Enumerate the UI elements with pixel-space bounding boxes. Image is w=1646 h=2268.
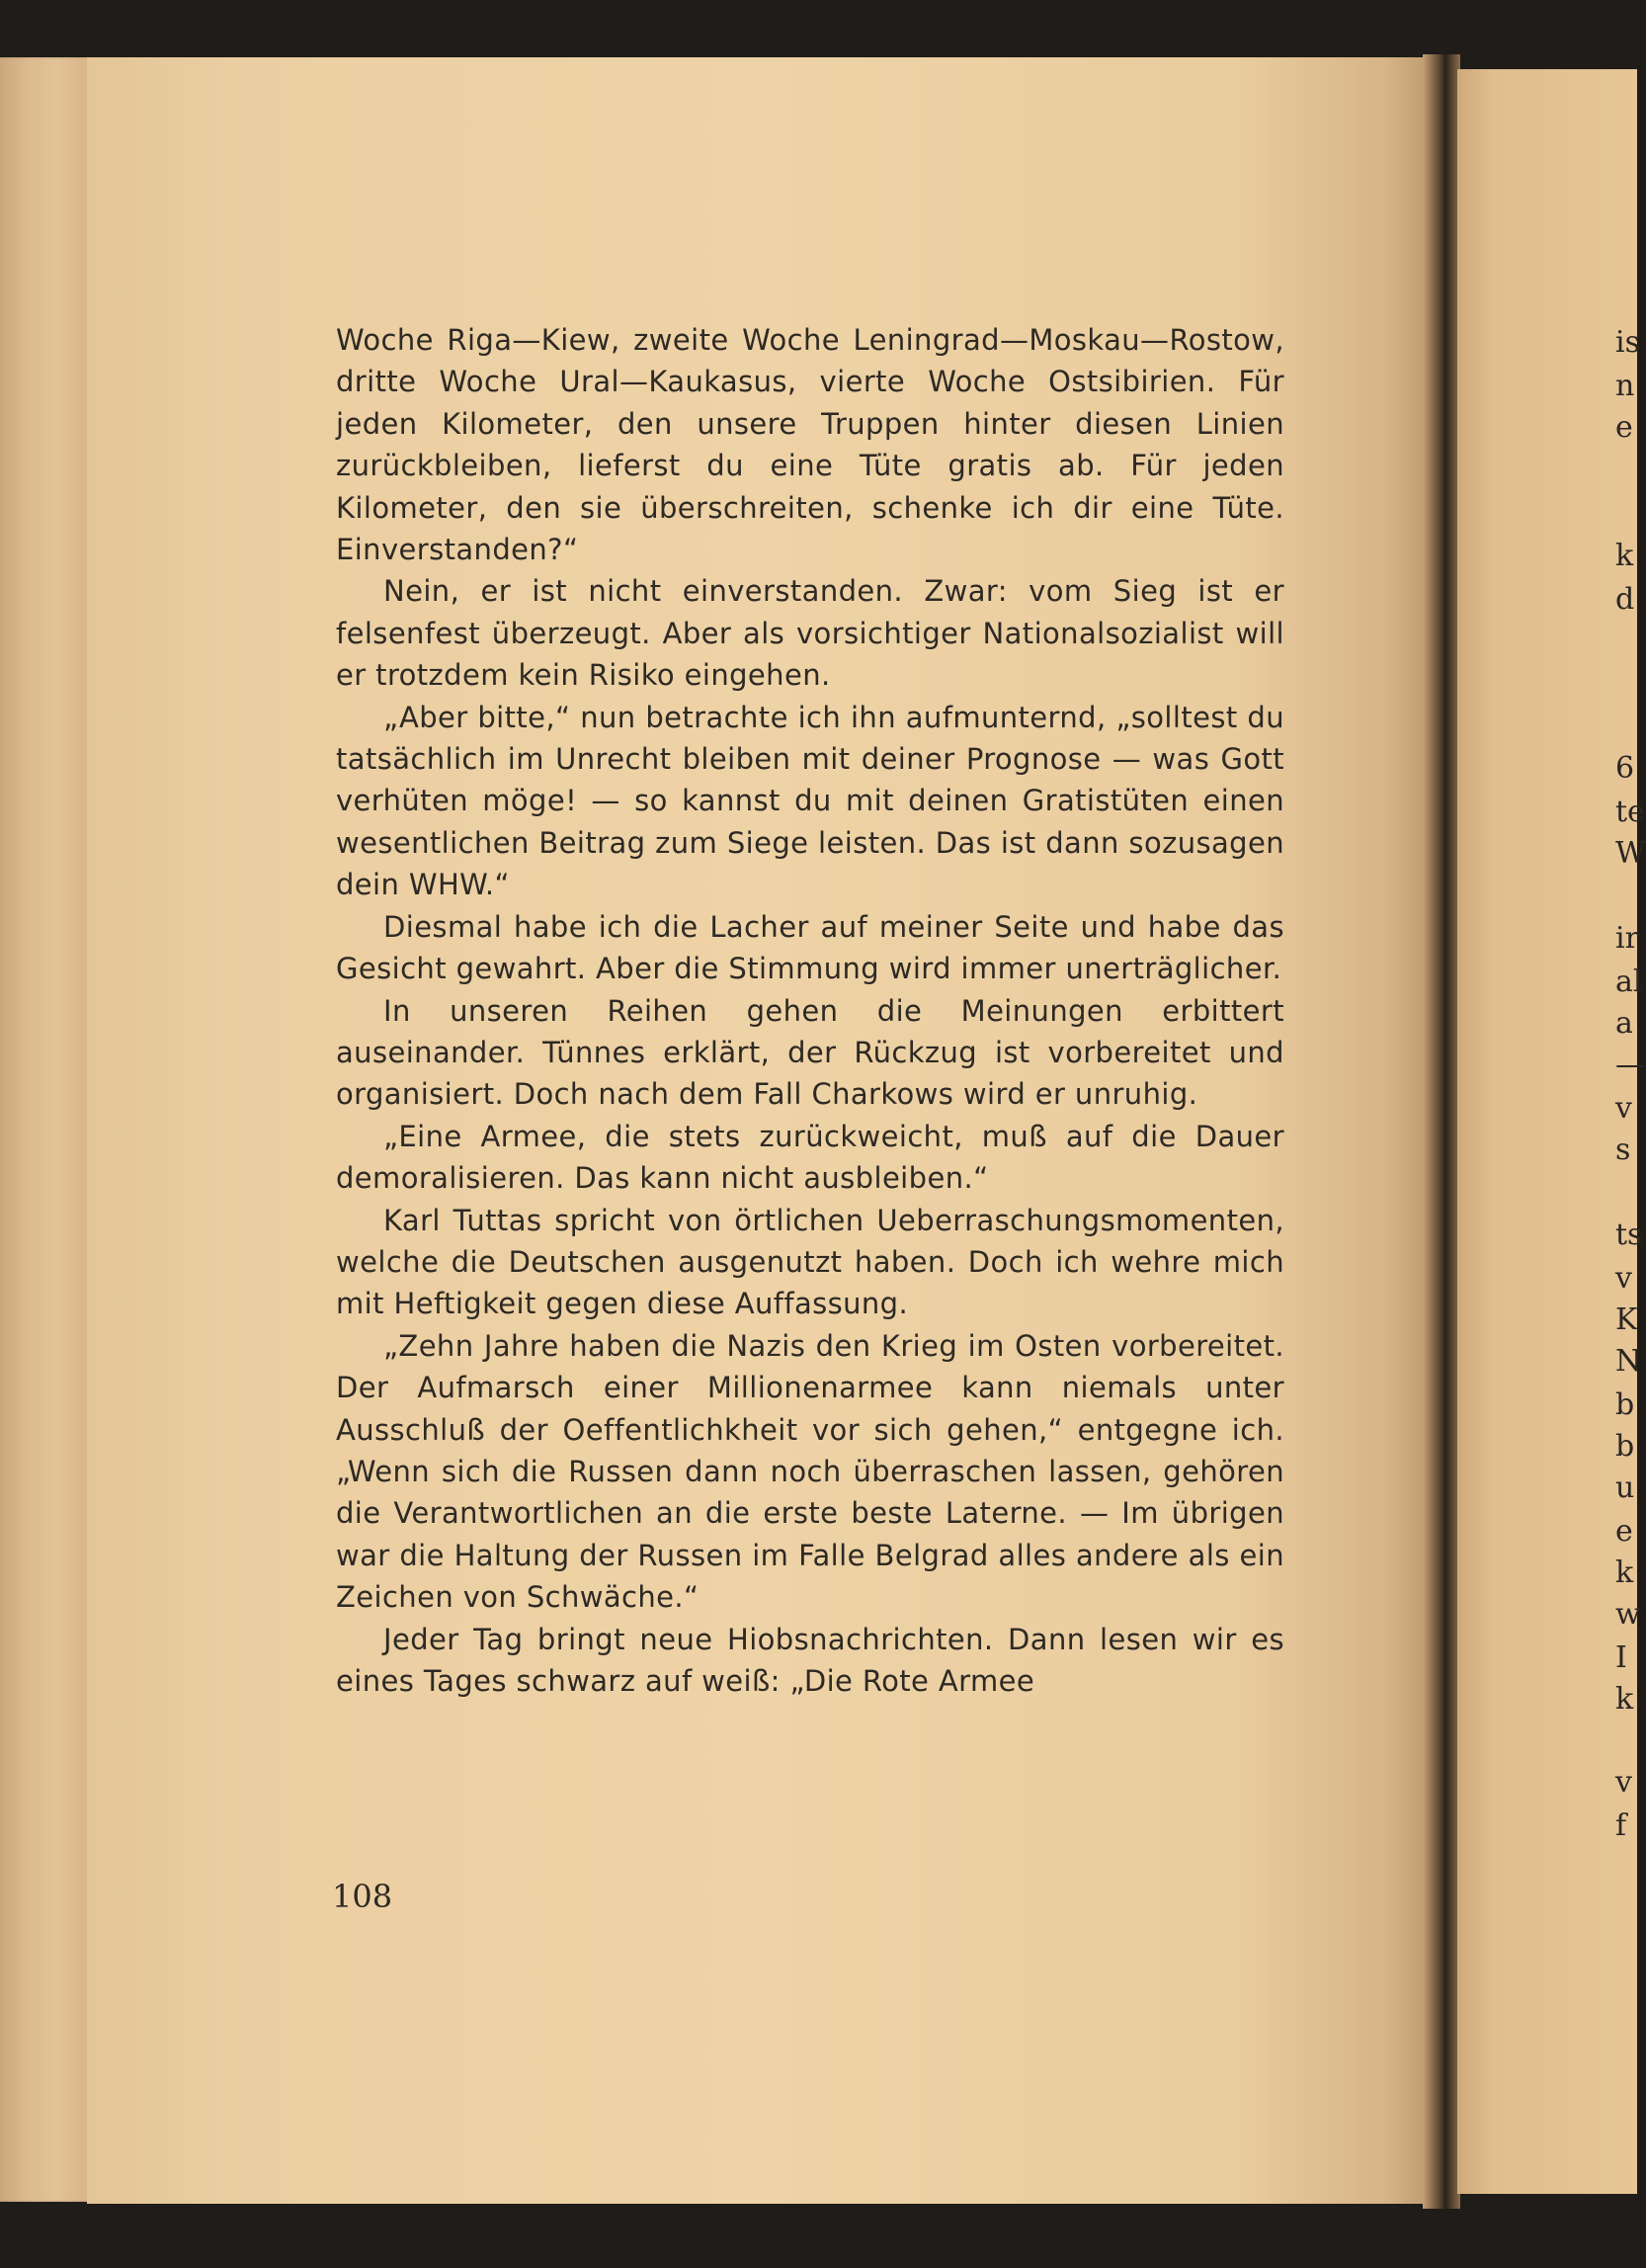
page-number: 108 — [332, 1878, 393, 1915]
next-page-fragment: ts — [1615, 1218, 1643, 1252]
next-page-fragment: al — [1615, 965, 1643, 999]
paragraph: Karl Tuttas spricht von örtlichen Ueberraschungsmomenten, welche die Deutschen ausgenutzt haben. Doch ich wehre mich mit Heftigkeit gegen diese Auffassung. — [336, 1203, 1284, 1321]
next-page-fragment: K — [1615, 1302, 1638, 1337]
paragraph: Nein, er ist nicht einverstanden. Zwar: vom Sieg ist er felsenfest überzeugt. Aber als vorsichtiger Nationalsozialist will er trotzdem kein Risiko eingehen. — [336, 574, 1284, 693]
next-page-fragment: e — [1615, 410, 1633, 445]
next-page-fragment: d — [1615, 582, 1635, 617]
next-page-fragment: b — [1615, 1429, 1635, 1464]
next-page-fragment: W — [1615, 836, 1646, 871]
next-page-fragment: I — [1615, 1640, 1627, 1675]
next-page-fragment: k — [1615, 1555, 1634, 1590]
paragraph: Woche Riga—Kiew, zweite Woche Leningrad—Moskau—Rostow, dritte Woche Ural—Kaukasus, vierte Woche Ostsibirien. Für jeden Kilometer, den unsere Truppen hinter diesen Linien zurückbleiben, lieferst du eine Tüte gratis ab. Für jeden Kilometer, den sie überschreiten, schenke ich dir eine Tüte. Einverstanden?“ — [336, 323, 1284, 567]
next-page-fragment: k — [1615, 539, 1634, 573]
next-page-fragment: k — [1615, 1682, 1634, 1717]
book-gutter — [1423, 54, 1460, 2209]
body-text — [336, 319, 1284, 1702]
next-page-fragment: w — [1615, 1597, 1641, 1632]
next-page-fragment: n — [1615, 369, 1635, 403]
next-page-fragment: u — [1615, 1470, 1635, 1505]
right-page-fragment — [1457, 69, 1646, 2194]
next-page-fragment: 6 — [1615, 751, 1635, 786]
next-page-fragment: v — [1615, 1091, 1632, 1126]
next-page-fragment: a — [1615, 1006, 1633, 1041]
paragraph: „Eine Armee, die stets zurückweicht, muß auf die Dauer demoralisieren. Das kann nicht ausbleiben.“ — [336, 1119, 1284, 1196]
paragraph: In unseren Reihen gehen die Meinungen erbittert auseinander. Tünnes erklärt, der Rückzug ist vorbereitet und organisiert. Doch nach dem Fall Charkows wird er unruhig. — [336, 993, 1284, 1112]
next-page-fragment: is — [1615, 325, 1640, 360]
page-stack-edges — [0, 57, 94, 2202]
next-page-fragment: — — [1615, 1048, 1645, 1082]
next-page-fragment: e — [1615, 1514, 1633, 1549]
next-page-fragment: ir — [1615, 921, 1639, 956]
paragraph: „Zehn Jahre haben die Nazis den Krieg im Osten vorbereitet. Der Aufmarsch einer Millionenarmee kann niemals unter Ausschluß der Oeffentlichkheit vor sich gehen,“ entgegne ich. „Wenn sich die Russen dann noch überraschen lassen, gehören die Verantwortlichen an die erste beste Laterne. — Im übrigen war die Haltung der Russen im Falle Belgrad alles andere als ein Zeichen von Schwäche.“ — [336, 1328, 1284, 1615]
next-page-fragment: v — [1615, 1765, 1632, 1800]
paragraph: „Aber bitte,“ nun betrachte ich ihn aufmunternd, „solltest du tatsächlich im Unrecht bleiben mit deiner Prognose — was Gott verhüten möge! — so kannst du mit deinen Gratistüten einen wesentlichen Beitrag zum Siege leisten. Das ist dann sozusagen dein WHW.“ — [336, 700, 1284, 902]
next-page-fragment: v — [1615, 1261, 1632, 1296]
paragraph: Jeder Tag bringt neue Hiobsnachrichten. Dann lesen wir es eines Tages schwarz auf weiß: „Die Rote Armee — [336, 1622, 1284, 1698]
next-page-fragment: b — [1615, 1387, 1635, 1422]
next-page-fragment: f — [1615, 1808, 1627, 1843]
next-page-fragment: N — [1615, 1344, 1642, 1379]
next-page-fragment: te — [1615, 795, 1645, 829]
next-page-fragment: s — [1615, 1133, 1631, 1167]
paragraph: Diesmal habe ich die Lacher auf meiner Seite und habe das Gesicht gewahrt. Aber die Stimmung wird immer unerträglicher. — [336, 909, 1284, 986]
